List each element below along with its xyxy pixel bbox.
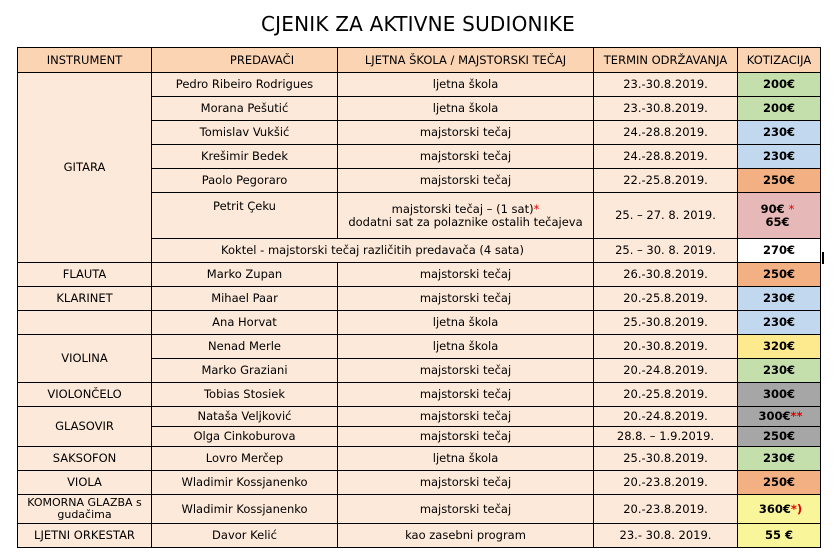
teacher-cell: Wladimir Kossjanenko [152,471,338,495]
teacher-cell: Marko Graziani [152,359,338,383]
fee-cell: 230€ [738,287,821,311]
fee-cell: 230€ [738,145,821,169]
header-dates: TERMIN ODRŽAVANJA [594,48,738,73]
dates-cell: 24.-28.8.2019. [594,121,738,145]
table-row [18,524,821,548]
dates-cell: 26.-30.8.2019. [594,263,738,287]
type-cell: ljetna škola [338,335,594,359]
instrument-violina: VIOLINA [18,335,152,383]
price-table [17,47,821,548]
instrument-violoncelo: VIOLONČELO [18,383,152,407]
table-row [18,447,821,471]
dates-cell: 24.-28.8.2019. [594,145,738,169]
fee-cell [738,407,821,427]
table-row [18,495,821,524]
fee-cell: 200€ [738,97,821,121]
instrument-klarinet: KLARINET [18,287,152,311]
header-teachers: PREDAVAČI [152,48,338,73]
teacher-cell: Tomislav Vukšić [152,121,338,145]
fee-cell: 230€ [738,359,821,383]
dates-cell: 20.-30.8.2019. [594,335,738,359]
dates-cell: 25. – 27. 8. 2019. [594,193,738,239]
teacher-cell: Paolo Pegoraro [152,169,338,193]
teacher-cell: Petrit Çeku [152,193,338,239]
type-cell: majstorski tečaj [338,383,594,407]
teacher-cell: Mihael Paar [152,287,338,311]
dates-cell: 23.-30.8.2019. [594,73,738,97]
table-row [18,471,821,495]
asterisk-mark: * [788,201,795,216]
instrument-gitara: GITARA [18,73,152,263]
fee-cell: 250€ [738,263,821,287]
type-cell [338,193,594,239]
teacher-cell: Pedro Ribeiro Rodrigues [152,73,338,97]
fee-cell: 270€ [738,239,821,263]
fee-cell [738,495,821,524]
instrument-empty [18,311,152,335]
teacher-cell: Krešimir Bedek [152,145,338,169]
fee-value: 360€ [758,501,791,516]
type-cell: majstorski tečaj [338,471,594,495]
fee-cell: 55 € [738,524,821,548]
type-cell: majstorski tečaj [338,263,594,287]
dates-cell: 25.-30.8.2019. [594,447,738,471]
fee-line-1: 90€ [760,201,785,216]
type-cell: majstorski tečaj [338,495,594,524]
dates-cell: 28.8. – 1.9.2019. [594,427,738,447]
teacher-cell: Olga Cinkoburova [152,427,338,447]
teacher-cell: Lovro Merčep [152,447,338,471]
double-asterisk-mark: ** [790,409,803,423]
table-row [18,287,821,311]
combined-course-cell: Koktel - majstorski tečaj različitih predavača (4 sata) [152,239,594,263]
asterisk-mark: *) [790,501,803,516]
teacher-cell: Ana Horvat [152,311,338,335]
dates-cell: 20.-24.8.2019. [594,359,738,383]
type-cell: ljetna škola [338,97,594,121]
dates-cell: 25.-30.8.2019. [594,311,738,335]
instrument-saksofon: SAKSOFON [18,447,152,471]
fee-value: 300€ [758,409,791,423]
header-fee: KOTIZACIJA [738,48,821,73]
asterisk-mark: * [533,201,540,216]
dates-cell: 20.-25.8.2019. [594,287,738,311]
fee-cell: 320€ [738,335,821,359]
dates-cell: 22.-25.8.2019. [594,169,738,193]
instrument-viola: VIOLA [18,471,152,495]
dates-cell: 25. – 30. 8. 2019. [594,239,738,263]
header-instrument: INSTRUMENT [18,48,152,73]
dates-cell: 23.- 30.8. 2019. [594,524,738,548]
type-cell: kao zasebni program [338,524,594,548]
type-line-1: majstorski tečaj – (1 sat) [391,201,534,216]
type-cell: ljetna škola [338,311,594,335]
instrument-flauta: FLAUTA [18,263,152,287]
instrument-komorna: KOMORNA GLAZBA s gudačima [18,495,152,524]
fee-cell: 230€ [738,311,821,335]
type-cell: majstorski tečaj [338,287,594,311]
type-cell: majstorski tečaj [338,169,594,193]
dates-cell: 23.-30.8.2019. [594,97,738,121]
teacher-cell: Wladimir Kossjanenko [152,495,338,524]
type-cell: majstorski tečaj [338,145,594,169]
fee-cell: 250€ [738,169,821,193]
type-cell: ljetna škola [338,73,594,97]
teacher-cell: Marko Zupan [152,263,338,287]
dates-cell: 20.-23.8.2019. [594,495,738,524]
table-row [18,335,821,359]
table-row [18,73,821,97]
fee-cell: 230€ [738,121,821,145]
table-row [18,407,821,427]
fee-cell: 250€ [738,427,821,447]
type-cell: ljetna škola [338,447,594,471]
fee-cell: 230€ [738,447,821,471]
cell-cursor-mark [822,252,824,264]
table-row [18,311,821,335]
teacher-cell: Davor Kelić [152,524,338,548]
teacher-cell: Nenad Merle [152,335,338,359]
instrument-glasovir: GLASOVIR [18,407,152,447]
type-cell: majstorski tečaj [338,427,594,447]
fee-line-2: 65€ [765,214,790,229]
table-header-row [18,48,821,73]
table-row [18,383,821,407]
teacher-cell: Tobias Stosiek [152,383,338,407]
type-cell: majstorski tečaj [338,359,594,383]
teacher-cell: Morana Pešutić [152,97,338,121]
instrument-orkestar: LJETNI ORKESTAR [18,524,152,548]
fee-cell: 250€ [738,471,821,495]
fee-cell: 300€ [738,383,821,407]
table-row [18,263,821,287]
fee-cell [738,193,821,239]
fee-cell: 200€ [738,73,821,97]
dates-cell: 20.-23.8.2019. [594,471,738,495]
teacher-cell: Nataša Veljković [152,407,338,427]
header-type: LJETNA ŠKOLA / MAJSTORSKI TEČAJ [338,48,594,73]
type-cell: majstorski tečaj [338,121,594,145]
type-cell: majstorski tečaj [338,407,594,427]
type-line-2: dodatni sat za polaznike ostalih tečajeva [348,214,583,229]
page-title: CJENIK ZA AKTIVNE SUDIONIKE [261,12,575,36]
dates-cell: 20.-24.8.2019. [594,407,738,427]
dates-cell: 20.-25.8.2019. [594,383,738,407]
